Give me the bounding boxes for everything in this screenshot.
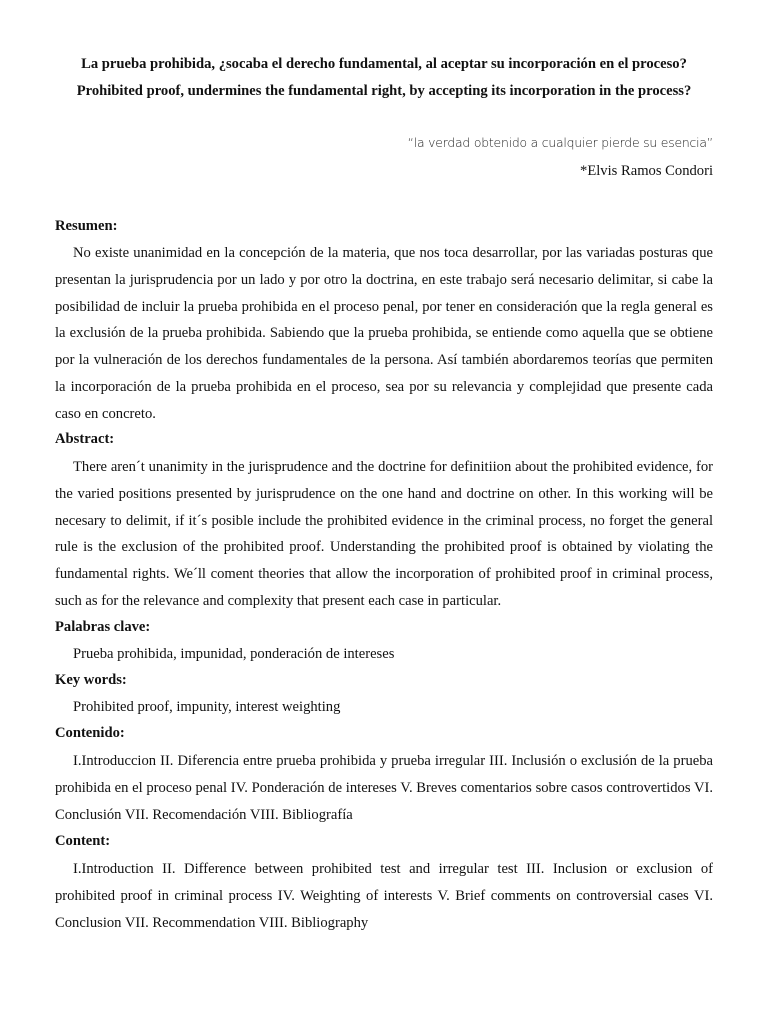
key-words-text: Prohibited proof, impunity, interest weighting — [73, 699, 341, 715]
author-name: *Elvis Ramos Condori — [580, 163, 713, 179]
title-english: Prohibited proof, undermines the fundamental right, by accepting its incorporation in the process? — [76, 83, 692, 99]
content-heading: Content: — [55, 833, 111, 849]
content-paragraph: I.Introduction II. Difference between prohibited test and irregular test III. Inclusion or exclusion of prohibited proof in criminal process IV. Weighting of interests V. Brief comments on controversial cases VI. Conclusion VII. Recommendation VIII. Bibliography — [55, 861, 713, 931]
contenido-heading: Contenido: — [55, 725, 125, 741]
contenido-paragraph: I.Introduccion II. Diferencia entre prueba prohibida y prueba irregular III. Inclusión o exclusión de la prueba prohibida en el proceso penal IV. Ponderación de intereses V. Breves comentarios sobre casos controvertidos VI. Conclusión VII. Recomendación VIII. Bibliografía — [55, 753, 713, 823]
key-words-heading: Key words: — [55, 672, 127, 688]
epigraph-quote: “la verdad obtenido a cualquier pierde su esencia” — [407, 135, 713, 150]
resumen-heading: Resumen: — [55, 218, 118, 234]
abstract-heading: Abstract: — [55, 431, 115, 447]
abstract-paragraph: There aren´t unanimity in the jurisprudence and the doctrine for definitiion about the prohibited evidence, for the varied positions presented by jurisprudence on the one hand and doctrine on other. In this working will be necesary to delimit, if it´s posible include the prohibited evidence in the criminal process, no forget the general rule is the exclusion of the prohibited proof. Understanding the prohibited proof is obtained by violating the fundamental rights. We´ll coment theories that allow the incorporation of prohibited proof in criminal process, such as for the relevance and complexity that present each case in particular. — [55, 459, 713, 609]
resumen-paragraph: No existe unanimidad en la concepción de la materia, que nos toca desarrollar, por las variadas posturas que presentan la jurisprudencia por un lado y por otro la doctrina, en este trabajo será necesario delimitar, si cabe la posibilidad de incluir la prueba prohibida en el proceso penal, por tener en consideración que la regla general es la exclusión de la prueba prohibida. Sabiendo que la prueba prohibida, se entiende como aquella que se obtiene por la vulneración de los derechos fundamentales de la persona. Así también abordaremos teorías que permiten la incorporación de la prueba prohibida en el proceso, sea por su relevancia y complejidad que presente cada caso en concreto. — [55, 245, 713, 422]
title-spanish: La prueba prohibida, ¿socaba el derecho fundamental, al aceptar su incorporación en el proceso? — [81, 56, 687, 72]
palabras-clave-text: Prueba prohibida, impunidad, ponderación de intereses — [73, 646, 395, 662]
palabras-clave-heading: Palabras clave: — [55, 619, 151, 635]
